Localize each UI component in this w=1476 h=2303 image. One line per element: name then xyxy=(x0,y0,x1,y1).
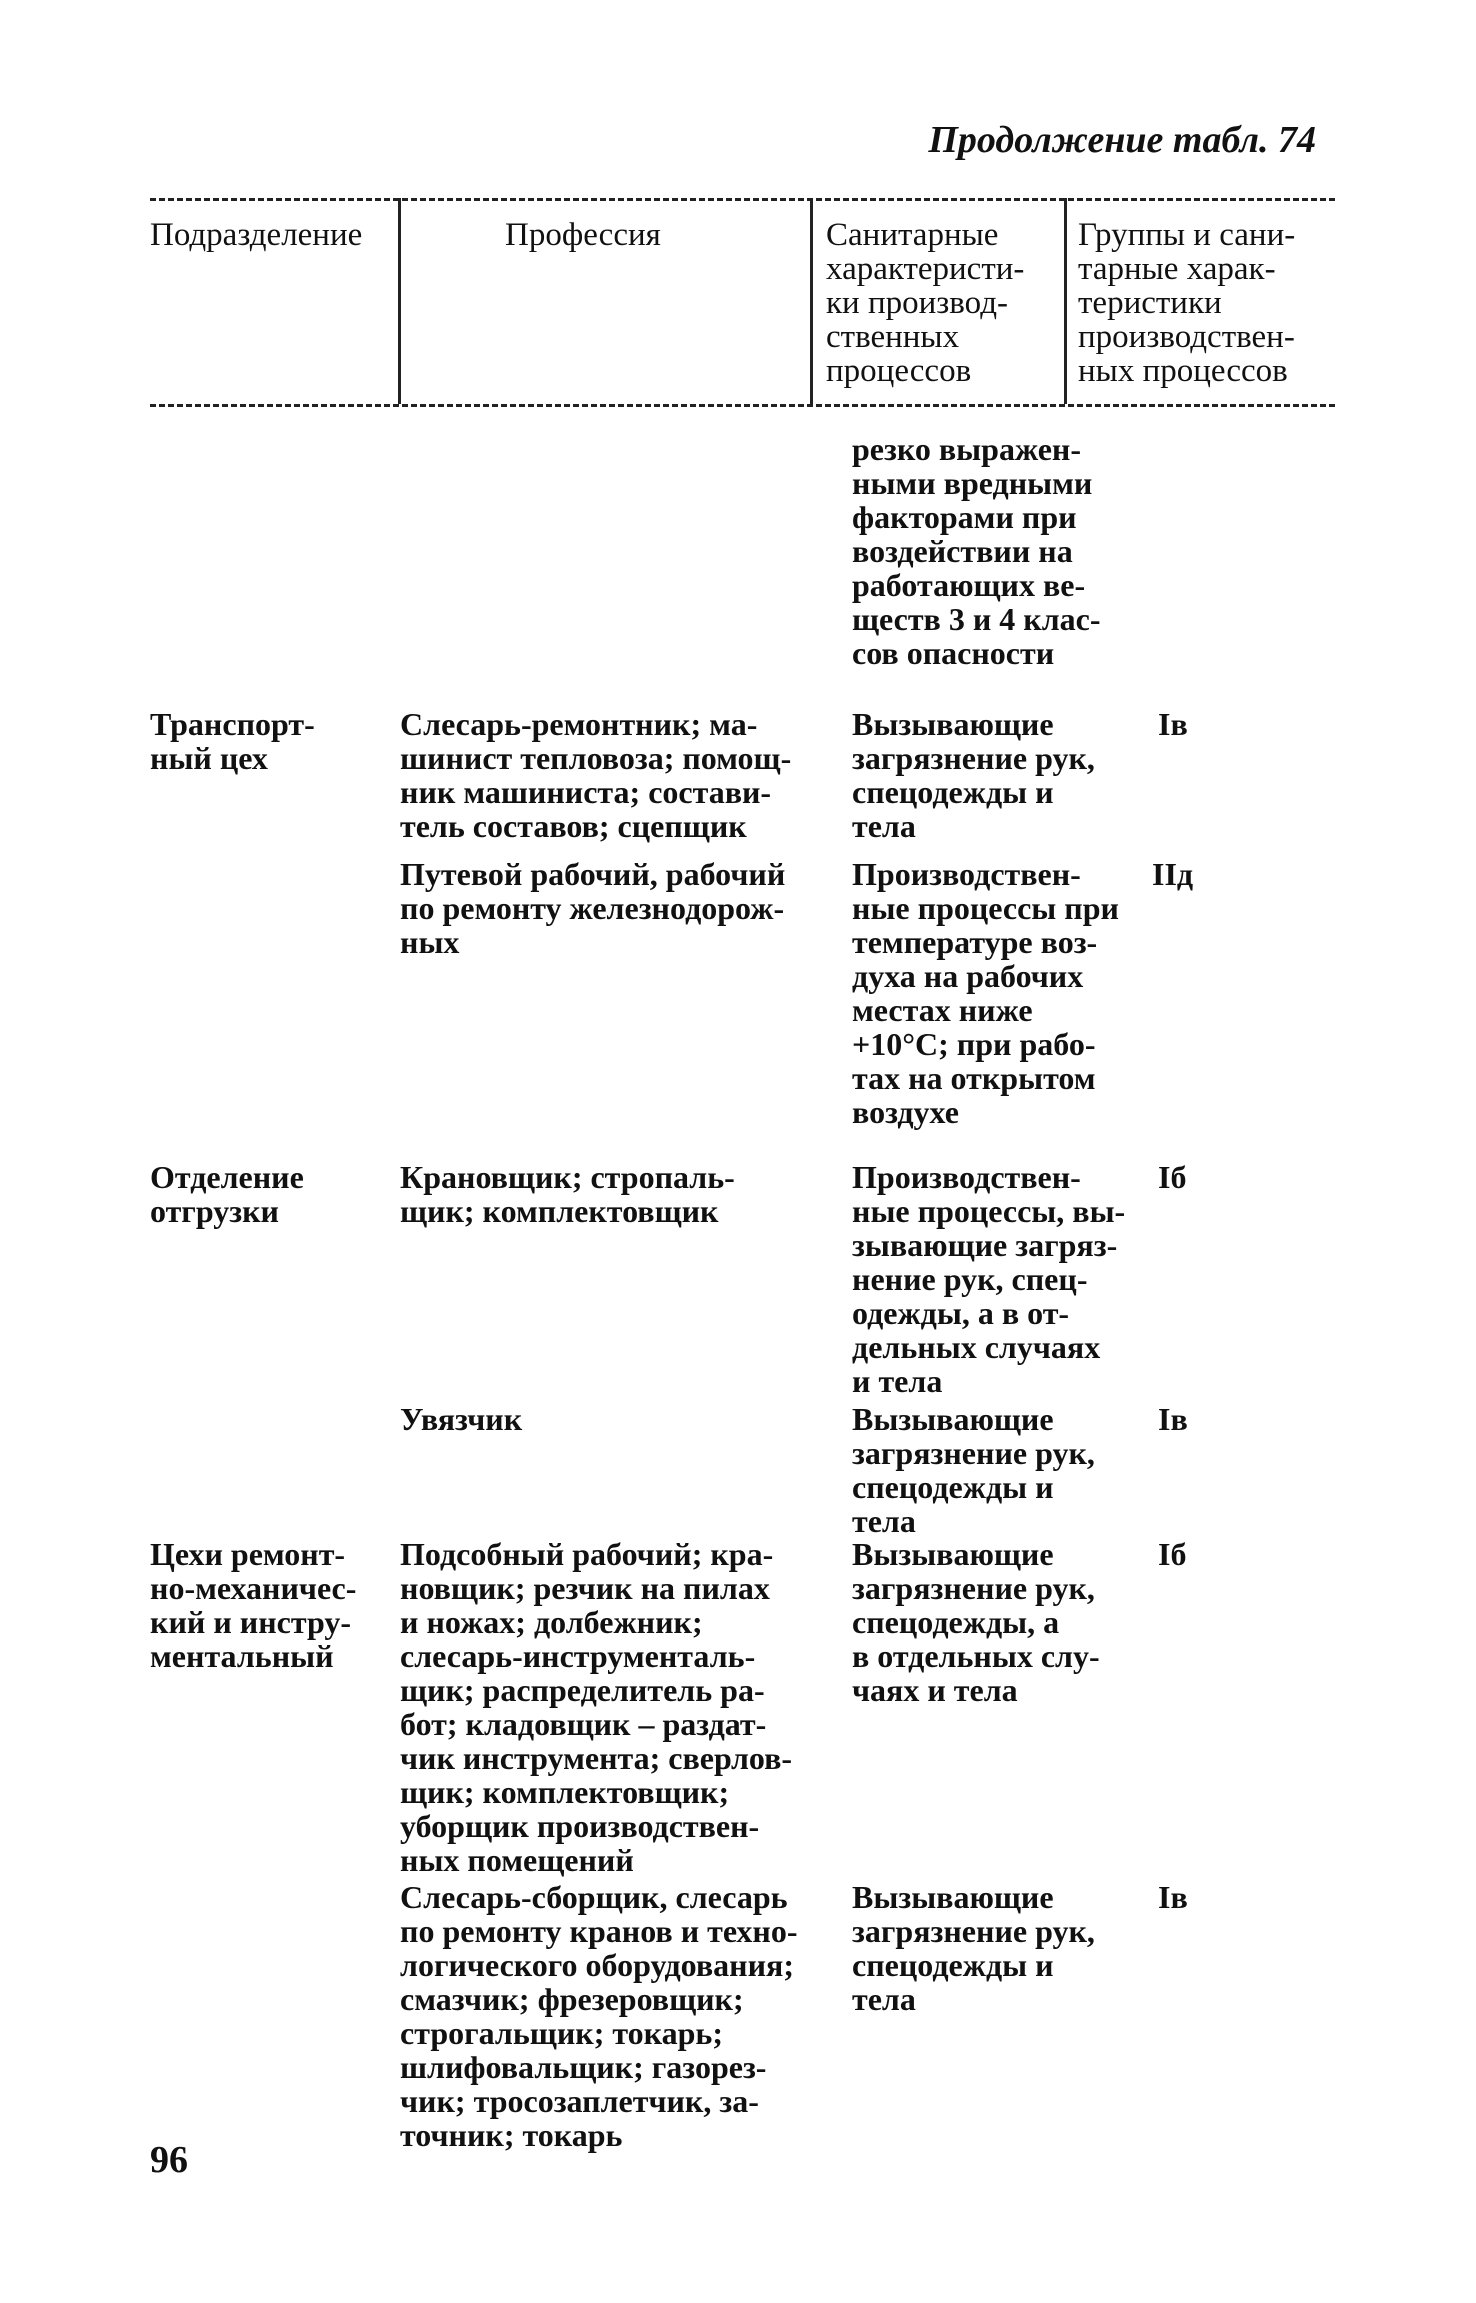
row-0-sanitary: резко выражен- ными вредными факторами при воздействии на работающих ве- ществ 3 и 4 клас- сов опасности xyxy=(852,431,1101,671)
row-4-sanitary: Вызывающие загрязнение рук, спецодежды и тела xyxy=(852,1401,1095,1539)
row-1-sanitary: Вызывающие загрязнение рук, спецодежды и тела xyxy=(852,706,1095,844)
header-bottom-rule xyxy=(150,404,1335,407)
header-division: Подразделение xyxy=(150,217,363,253)
row-6-sanitary: Вызывающие загрязнение рук, спецодежды и тела xyxy=(852,1879,1095,2017)
row-4-group: Iв xyxy=(1158,1401,1188,1437)
header-group: Группы и сани- тарные харак- теристики производствен- ных процессов xyxy=(1078,217,1296,389)
row-5-sanitary: Вызывающие загрязнение рук, спецодежды, а в отдельных слу- чаях и тела xyxy=(852,1536,1100,1708)
header-top-rule xyxy=(150,198,1335,201)
row-5-group: Iб xyxy=(1158,1536,1187,1572)
row-2-group: IIд xyxy=(1152,856,1194,892)
row-1-group: Iв xyxy=(1158,706,1188,742)
row-3-division: Отделение отгрузки xyxy=(150,1159,304,1229)
row-3-group: Iб xyxy=(1158,1159,1187,1195)
page-number: 96 xyxy=(150,2139,188,2181)
header-sanitary: Санитарные характеристи- ки производ- ственных процессов xyxy=(826,217,1025,389)
row-3-sanitary: Производствен- ные процессы, вы- зывающие загряз- нение рук, спец- одежды, а в от- дельных случаях и тела xyxy=(852,1159,1126,1399)
row-3-profession: Крановщик; стропаль- щик; комплектовщик xyxy=(400,1159,735,1229)
row-6-group: Iв xyxy=(1158,1879,1188,1915)
header-divider-3 xyxy=(1064,198,1067,404)
row-6-profession: Слесарь-сборщик, слесарь по ремонту кранов и техно- логического оборудования; смазчик; фрезеровщик; строгальщик; токарь; шлифовальщик; газорез- чик; тросозаплетчик, за- точник; токарь xyxy=(400,1879,798,2153)
header-divider-1 xyxy=(398,198,401,404)
header-divider-2 xyxy=(810,198,813,404)
row-2-sanitary: Производствен- ные процессы при температуре воз- духа на рабочих местах ниже +10°С; при рабо- тах на открытом воздухе xyxy=(852,856,1119,1130)
row-5-profession: Подсобный рабочий; кра- новщик; резчик на пилах и ножах; долбежник; слесарь-инструменталь- щик; распределитель ра- бот; кладовщик – раздат- чик инструмента; сверлов- щик; комплектовщик; уборщик производствен- ных помещений xyxy=(400,1536,793,1878)
row-2-profession: Путевой рабочий, рабочий по ремонту железнодорож- ных xyxy=(400,856,786,960)
row-1-profession: Слесарь-ремонтник; ма- шинист тепловоза; помощ- ник машиниста; состави- тель составов; сцепщик xyxy=(400,706,792,844)
row-1-division: Транспорт- ный цех xyxy=(150,706,315,776)
row-4-profession: Увязчик xyxy=(400,1401,523,1437)
header-profession: Профессия xyxy=(505,217,661,253)
table-caption: Продолжение табл. 74 xyxy=(928,119,1316,161)
row-5-division: Цехи ремонт- но-механичес- кий и инстру- ментальный xyxy=(150,1536,357,1674)
